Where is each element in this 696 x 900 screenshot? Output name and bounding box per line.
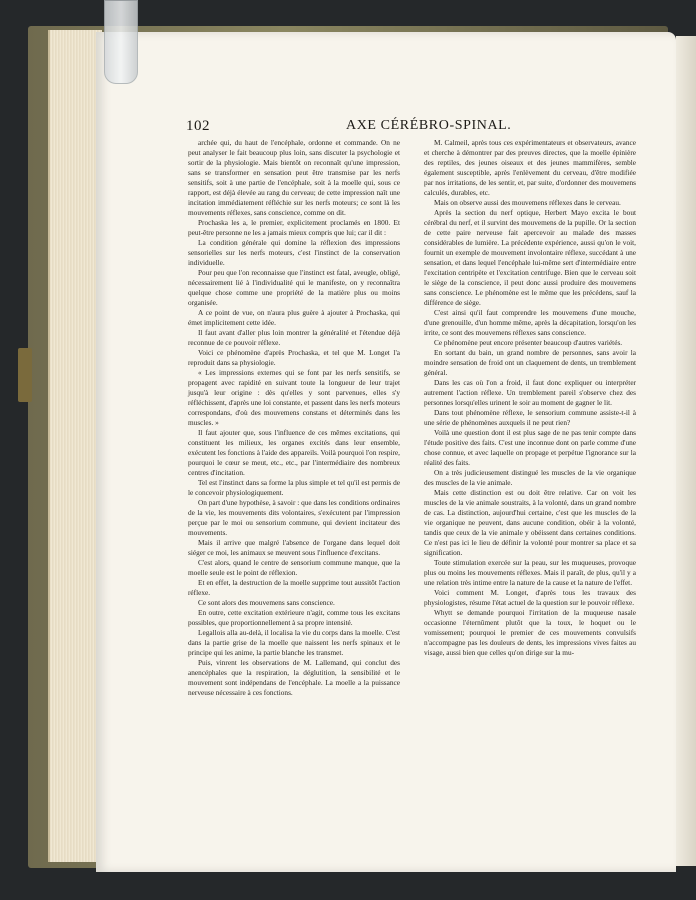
paragraph: archée qui, du haut de l'encéphale, ordonne et commande. On ne peut analyser le fait beaucoup plus loin, sans discuter la psychologie et sortir de la physiologie. Mais bientôt on reconnaît qu'une impression, sans se transformer en sensation peut être transmise par les nerfs sensitifs, soit à une partie de l'encéphale, soit à la moelle qui, sous ce rapport, est déjà élevée au rang du cerveau; de cette impression naît une incitation immédiatement réfléchie sur les nerfs moteurs; ce sont là les mouvements réflexes, sans conscience, comme on dit.	[188, 138, 400, 217]
paragraph: Puis, vinrent les observations de M. Lallemand, qui conclut des anencéphales que la respiration, la déglutition, la sensibilité et le mouvement sont indépendans de l'encéphale. La moelle a la puissance nerveuse nécessaire à ces fonctions.	[188, 658, 400, 697]
paragraph: A ce point de vue, on n'aura plus guère à ajouter à Prochaska, qui émet implicitement cette idée.	[188, 308, 400, 327]
paragraph: En outre, cette excitation extérieure n'agit, comme tous les excitans possibles, que proportionnellement à sa propre intensité.	[188, 608, 400, 627]
paragraph: Et en effet, la destruction de la moelle supprime tout aussitôt l'action réflexe.	[188, 578, 400, 597]
paragraph: Whytt se demande pourquoi l'irritation de la muqueuse nasale occasionne l'éternûment plutôt que la toux, le hoquet ou le vomissement; pourquoi le premier de ces mouvements convulsifs n'accompagne pas les douleurs de dents, les impressions vives faites au visage, aussi bien que celles qu'on dirige sur la mu-	[424, 608, 636, 657]
text-column-left	[188, 138, 400, 698]
paragraph: Pour peu que l'on reconnaisse que l'instinct est fatal, aveugle, obligé, nécessairement lié à l'individualité qui le manifeste, on y reconnaîtra quelque chose comme une propriété de la matière plus ou moins organisée.	[188, 268, 400, 307]
paragraph: Legallois alla au-delà, il localisa la vie du corps dans la moelle. C'est dans la partie grise de la moelle que naissent les nerfs spinaux et le principe qui les anime, la partie blanche les transmet.	[188, 628, 400, 657]
paragraph: En sortant du bain, un grand nombre de personnes, sans avoir la moindre sensation de froid ont un claquement de dents, un tremblement général.	[424, 348, 636, 377]
bookmark-clip	[104, 0, 138, 84]
paragraph: Voilà une question dont il est plus sage de ne pas tenir compte dans l'étude positive des faits. C'est une inconnue dont on parle comme d'une chose connue, et avec laquelle on propage et perpétue l'ignorance sur la réalité des faits.	[424, 428, 636, 467]
paragraph: C'est ainsi qu'il faut comprendre les mouvemens d'une mouche, d'une grenouille, d'un homme même, après la décapitation, lorsqu'on les irrite, ce sont des mouvemens réflexes sans conscience.	[424, 308, 636, 337]
paragraph: Mais cette distinction est ou doit être relative. Car on voit les muscles de la vie animale soustraits, à la volonté, dans un grand nombre de cas. La distinction, aujourd'hui certaine, c'est que les muscles de la vie organique ne peuvent, dans aucune condition, obéir à la volonté, tandis que ceux de la vie animale y obéissent dans certaines conditions. Ce n'est pas ici le lieu de définir la volonté pour montrer sa place et sa signification.	[424, 488, 636, 557]
paragraph: Mais on observe aussi des mouvemens réflexes dans le cerveau.	[434, 198, 621, 207]
facing-page-edge	[676, 36, 696, 866]
paragraph: Toute stimulation exercée sur la peau, sur les muqueuses, provoque plus ou moins les mouvements réflexes. Mais il paraît, de plus, qu'il y a une relation très intime entre la nature de la cause et la nature de l'effet.	[424, 558, 636, 587]
paragraph: Voici ce phénomène d'après Prochaska, et tel que M. Longet l'a reproduit dans sa physiologie.	[188, 348, 400, 367]
paragraph: On a très judicieusement distingué les muscles de la vie organique des muscles de la vie animale.	[424, 468, 636, 487]
text-column-right	[424, 138, 636, 658]
paragraph: Dans les cas où l'on a froid, il faut donc expliquer ou interpréter autrement l'action réflexe. Un tremblement pareil s'observe chez des personnes lorsqu'elles urinent le soir au moment de gagner le lit.	[424, 378, 636, 407]
paragraph: Après la section du nerf optique, Herbert Mayo excita le bout cérébral du nerf, et il survint des mouvemens de la pupille. Or la section de cette paire nerveuse fait apercevoir au malade des masses considérables de lumière. La précédente expérience, aussi qu'on le voit, fournit un exemple de mouvement involontaire réflexe, succédant à une sensation, et dans lequel l'encéphale lui-même sert d'intermédiaire entre l'excitation centripète et l'excitation centrifuge. Bien que le cerveau soit le siège de la conscience, il peut donc aussi produire des mouvemens sans conscience. Le phénomène est le même que les précédens, sauf la différence de siège.	[424, 208, 636, 307]
running-head: AXE CÉRÉBRO-SPINAL.	[346, 118, 512, 133]
page-block-edge	[48, 30, 102, 862]
paragraph: Ce phénomène peut encore présenter beaucoup d'autres variétés.	[434, 338, 623, 347]
paragraph: Il faut ajouter que, sous l'influence de ces mêmes excitations, qui constituent les milieux, les organes excités dans leur ensemble, exécutent les fonctions à l'aide des appareils. Voilà pourquoi l'on respire, pourquoi le cœur se meut, etc., etc., par l'intermédiaire des nombreux centres d'incitation.	[188, 428, 400, 477]
paragraph: Prochaska les a, le premier, explicitement proclamés en 1800. Et peut-être personne ne les a jamais mieux compris que lui; car il dit :	[188, 218, 400, 237]
page-number: 102	[186, 118, 210, 134]
paragraph: « Les impressions externes qui se font par les nerfs sensitifs, se propagent avec rapidité en suivant toute la longueur de leur trajet jusqu'à leur origine : dès qu'elles y sont parvenues, elles s'y réfléchissent, d'après une loi constante, et passent dans les nerfs moteurs correspondans, d'où des mouvemens constans et déterminés dans les muscles. »	[188, 368, 400, 427]
page-header	[186, 118, 624, 136]
paragraph: Ce sont alors des mouvemens sans conscience.	[198, 598, 335, 607]
paragraph: On part d'une hypothèse, à savoir : que dans les conditions ordinaires de la vie, les mouvements dits volontaires, s'exécutent par l'impression perçue par le moi ou sensorium commune, qui devient incitateur des mouvements.	[188, 498, 400, 537]
paragraph: Il faut avant d'aller plus loin montrer la généralité et l'étendue déjà reconnue de ce pouvoir réflexe.	[188, 328, 400, 347]
paragraph: Tel est l'instinct dans sa forme la plus simple et tel qu'il est permis de le concevoir physiologiquement.	[188, 478, 400, 497]
paragraph: Mais il arrive que malgré l'absence de l'organe dans lequel doit siéger ce moi, les animaux se meuvent sous l'influence d'excitans.	[188, 538, 400, 557]
spine-tab	[18, 348, 32, 402]
paragraph: Dans tout phénomène réflexe, le sensorium commune assiste-t-il à une série de phénomènes auxquels il ne peut rien?	[424, 408, 636, 427]
paragraph: C'est alors, quand le centre de sensorium commune manque, que la moelle seule est le point de réflexion.	[188, 558, 400, 577]
paragraph: La condition générale qui domine la réflexion des impressions sensorielles sur les nerfs moteurs, c'est l'instinct de la conservation individuelle.	[188, 238, 400, 267]
paragraph: Voici comment M. Longet, d'après tous les travaux des physiologistes, résume l'état actuel de la question sur le pouvoir réflexe.	[424, 588, 636, 607]
paragraph: M. Calmeil, après tous ces expérimentateurs et observateurs, avance et cherche à démontrer par des preuves directes, que la moelle épinière des reptiles, des jeunes oiseaux et des jeunes mammifères, semble également susceptible, après l'enlèvement du cerveau, d'être modifiée par nos irritations, de les sentir, et, par suite, d'ordonner des mouvemens calculés, durables, etc.	[424, 138, 636, 197]
